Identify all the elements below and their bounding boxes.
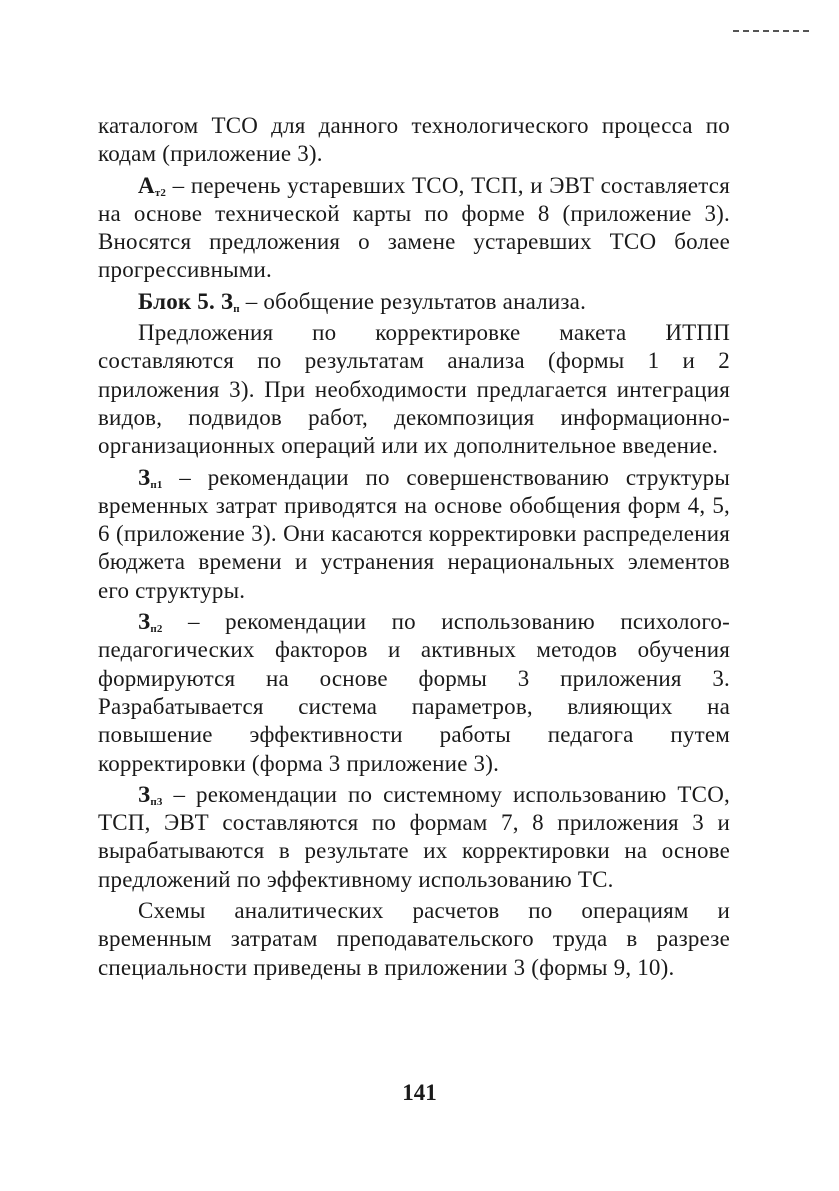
paragraph-3 bbox=[98, 288, 730, 316]
paragraph-7-text: – рекомендации по системному использованию ТСО, ТСП, ЭВТ составляются по формам 7, 8 приложения 3 и вырабатываются в результате их корректировки на основе предложений по эффективному использованию ТС. bbox=[98, 781, 730, 892]
paragraph-6 bbox=[98, 608, 730, 778]
paragraph-1-text: каталогом ТСО для данного технологического процесса по кодам (приложение 3). bbox=[98, 113, 730, 167]
page-number: 141 bbox=[402, 1080, 437, 1105]
paragraph-5 bbox=[98, 464, 730, 605]
paragraph-5-text: – рекомендации по совершенствованию структуры временных затрат приводятся на основе обобщения форм 4, 5, 6 (приложение 3). Они касаются корректировки распределения бюджета времени и устранения нерациональных элементов его структуры. bbox=[98, 464, 730, 603]
paragraph-6-text: – рекомендации по использованию психолого-педагогических факторов и активных методов обучения формируются на основе формы 3 приложения 3. Разрабатывается система параметров, влияющих на повышение эффективности работы педагога путем корректировки (форма 3 приложение 3). bbox=[98, 609, 730, 776]
paragraph-4-text: Предложения по корректировке макета ИТПП составляются по результатам анализа (формы 1 и 2 приложения 3). При необходимости предлагается интеграция видов, подвидов работ, декомпозиция информационно-организационных операций или их дополнительное введение. bbox=[98, 320, 730, 459]
paragraph-8 bbox=[98, 897, 730, 982]
paragraph-4 bbox=[98, 319, 730, 460]
paragraph-7 bbox=[98, 781, 730, 894]
symbol-z3-subscript: п3 bbox=[150, 795, 163, 808]
page-body bbox=[98, 112, 730, 982]
symbol-z1: З bbox=[138, 464, 151, 490]
paragraph-2-text: – перечень устаревших ТСО, ТСП, и ЭВТ составляется на основе технической карты по форме 8 (приложение 3). Вносятся предложения о замене устаревших ТСО более прогрессивными. bbox=[98, 172, 730, 283]
symbol-z2: З bbox=[138, 609, 151, 635]
symbol-z3: З bbox=[138, 781, 151, 807]
scan-corner-mark bbox=[733, 30, 809, 32]
symbol-z2-subscript: п2 bbox=[150, 623, 163, 636]
symbol-a: А bbox=[138, 172, 155, 198]
paragraph-3-text: – обобщение результатов анализа. bbox=[239, 288, 587, 314]
symbol-z1-subscript: п1 bbox=[150, 478, 163, 491]
paragraph-8-text: Схемы аналитических расчетов по операциям и временным затратам преподавательского труда в разрезе специальности приведены в приложении 3 (формы 9, 10). bbox=[98, 898, 730, 980]
block-5-subscript: п bbox=[233, 302, 240, 315]
paragraph-2 bbox=[98, 172, 730, 285]
paragraph-1 bbox=[98, 112, 730, 169]
symbol-a-subscript: т2 bbox=[154, 186, 167, 199]
block-5-heading: Блок 5. З bbox=[138, 288, 234, 314]
